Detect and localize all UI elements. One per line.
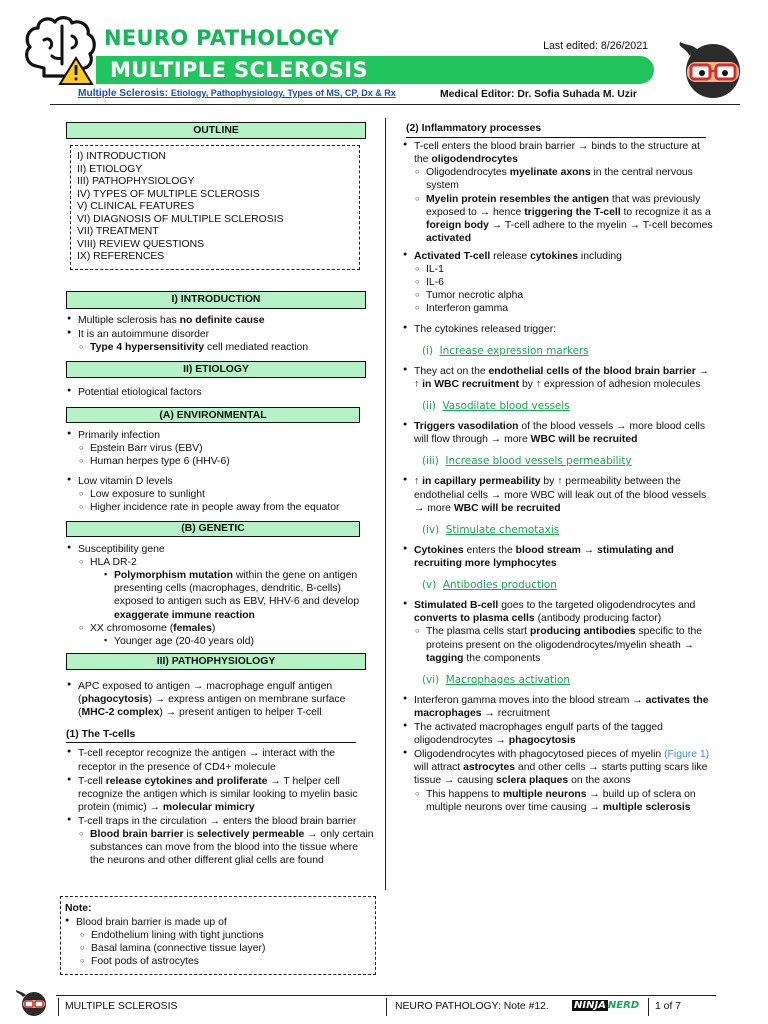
text: in the central nervous system bbox=[426, 167, 693, 192]
list-item bbox=[396, 193, 714, 245]
text-bold: ↑ in capillary permeability bbox=[414, 476, 541, 488]
ninja-mascot-icon bbox=[676, 36, 750, 102]
text-bold: endothelial cells of the blood brain barrier → ↑ in WBC recruitment bbox=[414, 365, 710, 390]
text: ) → present antigen to helper T-cell bbox=[159, 707, 322, 719]
introduction-heading: I) INTRODUCTION bbox=[66, 291, 366, 308]
brand-part: NERD bbox=[607, 1000, 640, 1011]
list-item bbox=[396, 365, 714, 391]
text: goes to the targeted oligodendrocytes and bbox=[498, 600, 696, 612]
text-bold: females bbox=[173, 622, 212, 634]
last-edited-date: Last edited: 8/26/2021 bbox=[543, 40, 648, 52]
text: enters the bbox=[463, 544, 516, 556]
footer-note-number: NEURO PATHOLOGY: Note #12. bbox=[386, 998, 549, 1016]
text-bold: Stimulated B-cell bbox=[414, 600, 499, 612]
page-number: 1 of 7 bbox=[648, 998, 681, 1016]
subheading-antibodies bbox=[422, 579, 714, 592]
t-cells-list bbox=[60, 747, 374, 867]
text: They act on the bbox=[414, 365, 489, 377]
environmental-heading: (A) ENVIRONMENTAL bbox=[66, 407, 360, 423]
subheading-text: Increase blood vessels permeability bbox=[445, 455, 632, 468]
genetic-heading: (B) GENETIC bbox=[66, 521, 360, 537]
outline-item[interactable]: III) PATHOPHYSIOLOGY bbox=[77, 176, 195, 188]
etiology-list bbox=[60, 386, 374, 399]
list-item bbox=[396, 599, 714, 625]
outline-item[interactable]: IX) REFERENCES bbox=[77, 250, 165, 262]
text: Oligodendrocytes with phagocytosed pieces of myelin bbox=[414, 749, 665, 761]
text-bold: triggering the T-cell bbox=[524, 206, 621, 218]
list-item bbox=[60, 828, 374, 867]
list-item: ● Blood brain barrier is made up of bbox=[65, 916, 375, 929]
subheading-chemotaxis bbox=[422, 524, 714, 537]
list-item: ○ Foot pods of astrocytes bbox=[65, 955, 375, 968]
text-bold: Polymorphism mutation bbox=[114, 570, 233, 582]
list-item bbox=[396, 788, 714, 814]
permeability-list bbox=[396, 475, 714, 514]
list-item: ● Potential etiological factors bbox=[60, 386, 374, 399]
text-bold: Type 4 hypersensitivity bbox=[90, 341, 205, 353]
text: that was previously exposed to → hence bbox=[426, 193, 701, 218]
text-bold: WBC will be recruited bbox=[453, 502, 561, 514]
outline-heading: OUTLINE bbox=[66, 122, 366, 139]
text-bold: multiple sclerosis bbox=[602, 801, 691, 813]
list-item bbox=[396, 140, 714, 166]
markers-list bbox=[396, 365, 714, 391]
text: This happens to bbox=[426, 788, 503, 800]
text: Oligodendrocytes bbox=[426, 167, 510, 179]
figure-link[interactable]: (Figure 1) bbox=[664, 749, 710, 761]
text-bold: cytokines bbox=[530, 250, 579, 262]
subtitle-link[interactable] bbox=[78, 88, 396, 101]
outline-box bbox=[70, 145, 360, 270]
title-banner bbox=[96, 56, 654, 84]
text: cell mediated reaction bbox=[204, 341, 309, 353]
inflammatory-heading: (2) Inflammatory processes bbox=[406, 123, 542, 134]
text: APC exposed to antigen → macrophage engulf antigen ( bbox=[78, 680, 333, 706]
text: T-cell bbox=[78, 775, 106, 787]
series-title: NEURO PATHOLOGY bbox=[104, 26, 340, 50]
brand-logo bbox=[572, 997, 639, 1015]
outline-item[interactable]: VIII) REVIEW QUESTIONS bbox=[77, 238, 205, 250]
list-item bbox=[396, 625, 714, 664]
list-item: ● Primarily infection bbox=[60, 429, 374, 442]
document-title: MULTIPLE SCLEROSIS bbox=[110, 58, 368, 82]
text: specific to the proteins present on the oligodendrocytes/myelin sheath → bbox=[426, 626, 703, 651]
outline-item[interactable]: II) ETIOLOGY bbox=[77, 163, 143, 175]
list-item: ○ Epstein Barr virus (EBV) bbox=[60, 442, 374, 455]
list-item bbox=[60, 569, 374, 621]
subheading-text: Stimulate chemotaxis bbox=[445, 523, 560, 536]
list-item bbox=[396, 250, 714, 263]
text: release bbox=[490, 250, 531, 262]
text: ) bbox=[211, 622, 216, 634]
header-divider bbox=[50, 104, 740, 105]
subheading-number: (iii) bbox=[422, 455, 439, 468]
text-bold: phagocytosis bbox=[508, 735, 576, 747]
text: The plasma cells start bbox=[426, 626, 530, 638]
text: is bbox=[183, 829, 197, 841]
text: including bbox=[578, 250, 622, 262]
outline-item[interactable]: VI) DIAGNOSIS OF MULTIPLE SCLEROSIS bbox=[77, 213, 284, 225]
cytokine-item: ○ Tumor necrotic alpha bbox=[396, 289, 714, 302]
text-bold: Blood brain barrier bbox=[90, 829, 184, 841]
introduction-list bbox=[60, 314, 374, 354]
list-item bbox=[396, 721, 714, 747]
cytokine-item: ○ Interferon gamma bbox=[396, 302, 714, 315]
text-bold: MHC-2 complex bbox=[81, 707, 160, 719]
brain-warning-icon bbox=[22, 14, 102, 86]
inflammatory-list bbox=[396, 140, 714, 336]
list-item: ● T-cell traps in the circulation → enters the blood brain barrier bbox=[60, 815, 374, 828]
subheading-vasodilate bbox=[422, 400, 714, 413]
text: Multiple sclerosis has bbox=[78, 314, 180, 326]
list-item bbox=[60, 341, 374, 354]
left-column bbox=[60, 122, 374, 968]
subheading-text: Macrophages activation bbox=[445, 673, 570, 686]
text-bold: astrocytes bbox=[463, 762, 516, 774]
subheading-number: (i) bbox=[422, 344, 433, 357]
list-item bbox=[60, 314, 374, 327]
footer-topic: MULTIPLE SCLEROSIS bbox=[58, 998, 177, 1016]
list-item: ● Susceptibility gene bbox=[60, 543, 374, 556]
cytokine-item: ○ IL-6 bbox=[396, 276, 714, 289]
list-item: ○ Human herpes type 6 (HHV-6) bbox=[60, 455, 374, 468]
list-item bbox=[60, 622, 374, 635]
antibodies-list bbox=[396, 599, 714, 665]
ninja-mascot-icon bbox=[14, 988, 54, 1018]
list-item: ○ HLA DR-2 bbox=[60, 556, 374, 569]
genetic-list bbox=[60, 543, 374, 648]
text: → T helper cell recognize the antigen which is similar looking to myelin basic protein (mimic) → bbox=[78, 775, 358, 813]
outline-item[interactable]: V) CLINICAL FEATURES bbox=[77, 201, 195, 213]
medical-editor: Medical Editor: Dr. Sofia Suhada M. Uzir bbox=[440, 89, 637, 100]
text-bold: activates the macrophages bbox=[414, 694, 709, 719]
text-bold: Myelin protein resembles the antigen bbox=[426, 193, 610, 205]
text: → T-cell adhere to the myelin → T-cell becomes bbox=[488, 219, 713, 231]
footer-divider bbox=[56, 995, 716, 996]
list-item bbox=[60, 328, 374, 341]
vasodilate-list bbox=[396, 420, 714, 446]
subheading-number: (ii) bbox=[422, 399, 436, 412]
list-item bbox=[60, 680, 374, 719]
list-item: ○ Endothelium lining with tight junctions bbox=[65, 929, 375, 942]
text-bold: selectively permeable bbox=[196, 829, 305, 841]
text-bold: sclera plaques bbox=[496, 775, 569, 787]
text-bold: no definite cause bbox=[179, 314, 265, 326]
text: and other cells → starts putting scars like tissue → causing bbox=[414, 762, 708, 787]
cytokine-item: ○ IL-1 bbox=[396, 263, 714, 276]
text-bold: molecular mimicry bbox=[162, 801, 255, 813]
note-list bbox=[65, 916, 375, 968]
list-item: ○ Higher incidence rate in people away from the equator bbox=[60, 501, 374, 514]
pathophysiology-list bbox=[60, 680, 374, 719]
text-bold: oligodendrocytes bbox=[431, 154, 518, 166]
list-item: ● The cytokines released trigger: bbox=[396, 323, 714, 336]
text-bold: activated bbox=[426, 232, 472, 244]
text: to recognize it as a bbox=[620, 206, 711, 218]
text-bold: tagging bbox=[426, 652, 464, 664]
outline-item[interactable]: I) INTRODUCTION bbox=[77, 151, 166, 163]
list-item: ○ Low exposure to sunlight bbox=[60, 488, 374, 501]
text: It is an autoimmune disorder bbox=[78, 328, 210, 340]
list-item: ○ Basal lamina (connective tissue layer) bbox=[65, 942, 375, 955]
text-bold: producing antibodies bbox=[529, 626, 636, 638]
text-bold: myelinate axons bbox=[509, 167, 591, 179]
pathophysiology-heading: III) PATHOPHYSIOLOGY bbox=[66, 653, 366, 670]
note-box bbox=[60, 896, 376, 975]
subheading-macrophages bbox=[422, 674, 714, 687]
chemotaxis-list bbox=[396, 544, 714, 570]
text: → build up of sclera on multiple neurons over time causing → bbox=[426, 788, 696, 813]
brand-part: NINJA bbox=[574, 1000, 606, 1011]
list-item bbox=[60, 775, 374, 814]
subheading-increase-expression-markers bbox=[422, 345, 714, 358]
outline-item[interactable]: VII) TREATMENT bbox=[77, 226, 159, 238]
outline-item[interactable]: IV) TYPES OF MULTIPLE SCLEROSIS bbox=[77, 188, 260, 200]
environmental-list bbox=[60, 429, 374, 514]
list-item: ● T-cell receptor recognize the antigen → interact with the receptor in the presence of CD4+ molecule bbox=[60, 747, 374, 773]
etiology-heading: II) ETIOLOGY bbox=[66, 361, 366, 378]
heading-underline bbox=[406, 137, 706, 138]
subheading-number: (v) bbox=[422, 579, 437, 592]
text-bold: exaggerate immune reaction bbox=[114, 609, 255, 621]
text-bold: phagocytosis bbox=[81, 694, 149, 706]
subheading-number: (vi) bbox=[422, 673, 440, 686]
page-footer bbox=[0, 992, 768, 1024]
text: of the blood vessels → more blood cells will flow through → more bbox=[414, 421, 706, 446]
list-item bbox=[396, 694, 714, 720]
text: will attract bbox=[414, 762, 464, 774]
text: by ↑ permeability between the endothelial cells → more WBC will leak out of the blood vessels → more bbox=[414, 476, 707, 514]
list-item: ● Low vitamin D levels bbox=[60, 475, 374, 488]
text: ) → express antigen on membrane surface ( bbox=[78, 694, 346, 719]
list-item bbox=[396, 748, 714, 787]
page-header bbox=[0, 0, 768, 110]
list-item bbox=[396, 475, 714, 514]
subtitle-detail: Etiology, Pathophysiology, Types of MS, CP, Dx & Rx bbox=[170, 88, 396, 98]
subheading-text: Increase expression markers bbox=[439, 344, 589, 357]
subheading-text: Vasodilate blood vessels bbox=[442, 399, 570, 412]
text: → recruitment bbox=[481, 707, 550, 719]
list-item bbox=[396, 420, 714, 446]
text-bold: blood stream → stimulating and recruiting more lymphocytes bbox=[414, 544, 674, 569]
right-column bbox=[396, 122, 714, 892]
text: The activated macrophages engulf parts of the tagged oligodendrocytes → bbox=[414, 722, 663, 747]
text: T-cell enters the blood brain barrier → binds to the structure at the bbox=[414, 141, 700, 166]
text: the components bbox=[463, 652, 541, 664]
t-cells-heading: (1) The T-cells bbox=[66, 729, 136, 741]
text-bold: Cytokines bbox=[414, 544, 464, 556]
subheading-text: Antibodies production bbox=[442, 579, 557, 592]
column-divider bbox=[385, 118, 386, 890]
text-bold: release cytokines and proliferate bbox=[105, 775, 268, 787]
heading-underline bbox=[66, 742, 356, 743]
macrophages-list bbox=[396, 694, 714, 814]
list-item bbox=[396, 166, 714, 192]
text: → only certain substances can move from the blood into the tissue where the neurons and other different glial cells are found bbox=[90, 829, 374, 867]
text: XX chromosome ( bbox=[90, 622, 174, 634]
text: within the gene on antigen presenting cells (macrophages, dendritic, B-cells) exposed to antigen such as EBV, HHV-6 and develop bbox=[114, 570, 360, 608]
text: on the axons bbox=[568, 775, 631, 787]
note-label: Note: bbox=[65, 903, 92, 914]
subheading-number: (iv) bbox=[422, 523, 440, 536]
text-bold: Activated T-cell bbox=[414, 250, 491, 262]
text: by ↑ expression of adhesion molecules bbox=[519, 378, 701, 390]
text-bold: foreign body bbox=[426, 219, 489, 231]
list-item: ▪ Younger age (20-40 years old) bbox=[60, 635, 374, 648]
text-bold: converts to plasma cells bbox=[414, 613, 535, 625]
text: Interferon gamma moves into the blood stream → bbox=[414, 694, 646, 706]
subheading-permeability bbox=[422, 455, 714, 468]
text: (antibody producing factor) bbox=[534, 613, 662, 625]
text-bold: WBC will be recruited bbox=[530, 434, 638, 446]
subtitle-topic: Multiple Sclerosis: bbox=[78, 88, 169, 99]
text-bold: Triggers vasodilation bbox=[414, 421, 519, 433]
list-item bbox=[396, 544, 714, 570]
text-bold: multiple neurons bbox=[502, 788, 587, 800]
